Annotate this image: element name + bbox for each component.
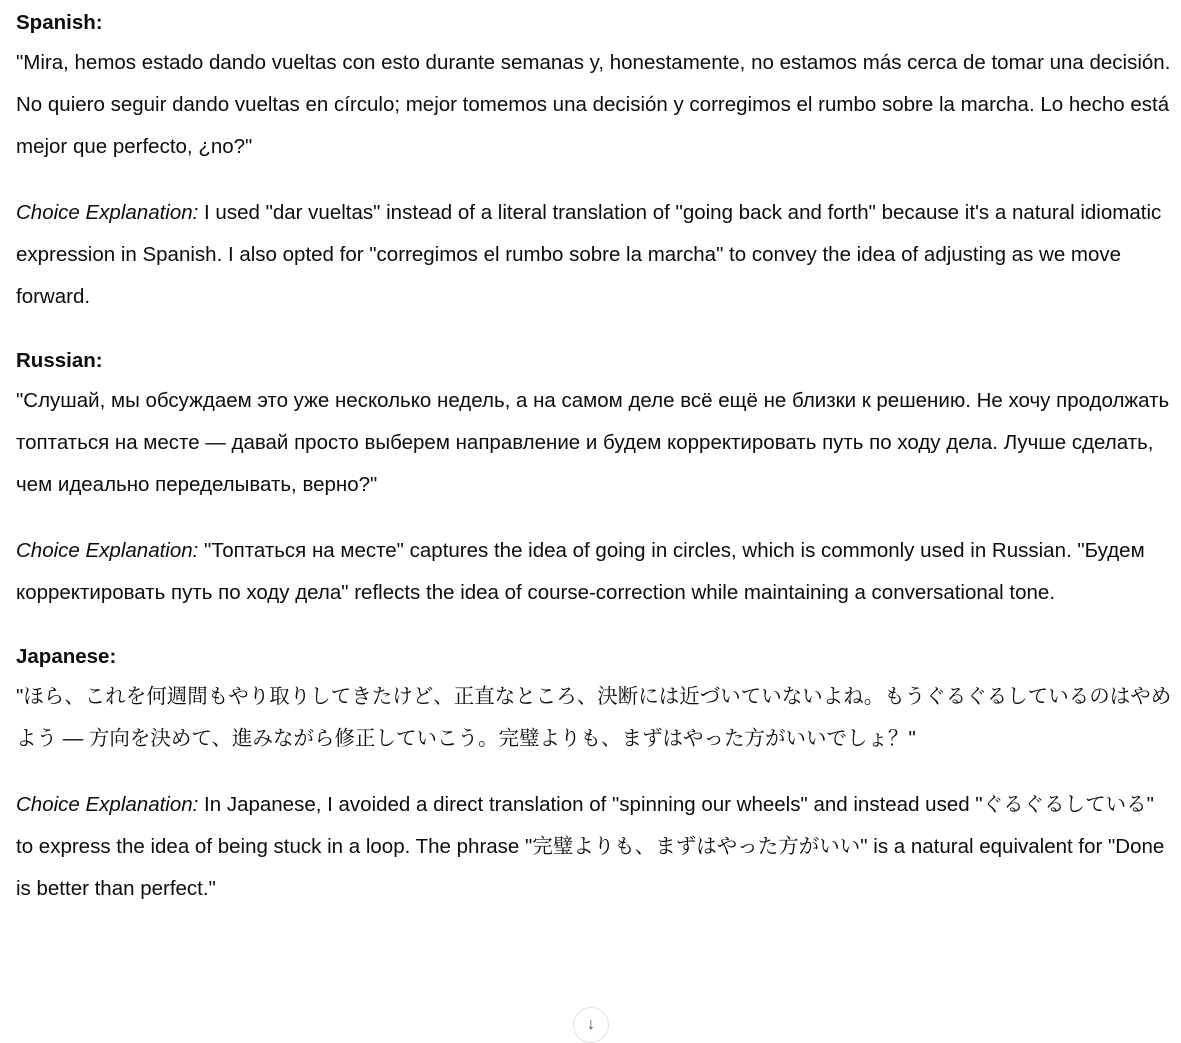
explanation-text: In Japanese, I avoided a direct translation of "spinning our wheels" and instead used "ぐるぐるしている" to express the idea of being stuck in a loop. The phrase "完璧よりも、まずはやった方がいい" is a natural equivalent for "Done is better than perfect." xyxy=(16,793,1165,900)
language-heading: Japanese: xyxy=(16,645,117,668)
explanation-label: Choice Explanation: xyxy=(16,201,199,224)
scroll-to-bottom-button[interactable] xyxy=(573,1007,609,1043)
section-russian xyxy=(16,342,1176,506)
explanation-text: I used "dar vueltas" instead of a literal translation of "going back and forth" because it's a natural idiomatic expression in Spanish. I also opted for "corregimos el rumbo sobre la marcha" to convey the idea of adjusting as we move forward. xyxy=(16,201,1162,308)
explanation-label: Choice Explanation: xyxy=(16,539,199,562)
section-japanese xyxy=(16,638,1176,760)
arrow-down-icon: ↓ xyxy=(587,1016,595,1033)
translation-text: "Mira, hemos estado dando vueltas con esto durante semanas y, honestamente, no estamos más cerca de tomar una decisión. No quiero seguir dando vueltas en círculo; mejor tomemos una decisión y corregimos el rumbo sobre la marcha. Lo hecho está mejor que perfecto, ¿no?" xyxy=(16,51,1171,158)
language-heading: Spanish: xyxy=(16,11,103,34)
translation-text: "Слушай, мы обсуждаем это уже несколько недель, а на самом деле всё ещё не близки к решению. Не хочу продолжать топтаться на месте — давай просто выберем направление и будем корректировать путь по ходу дела. Лучше сделать, чем идеально переделывать, верно?" xyxy=(16,389,1170,496)
choice-explanation xyxy=(16,530,1176,614)
choice-explanation xyxy=(16,784,1176,910)
explanation-label: Choice Explanation: xyxy=(16,793,199,816)
translation-text: "ほら、これを何週間もやり取りしてきたけど、正直なところ、決断には近づいていないよね。もうぐるぐるしているのはやめよう — 方向を決めて、進みながら修正していこう。完璧よりも、まずはやった方がいいでしょ？" xyxy=(16,685,1172,750)
section-spanish xyxy=(16,4,1176,168)
explanation-text: "Топтаться на месте" captures the idea of going in circles, which is commonly used in Russian. "Будем корректировать путь по ходу дела" reflects the idea of course-correction while maintaining a conversational tone. xyxy=(16,539,1145,604)
language-heading: Russian: xyxy=(16,349,103,372)
message-content xyxy=(16,4,1176,934)
choice-explanation xyxy=(16,192,1176,318)
